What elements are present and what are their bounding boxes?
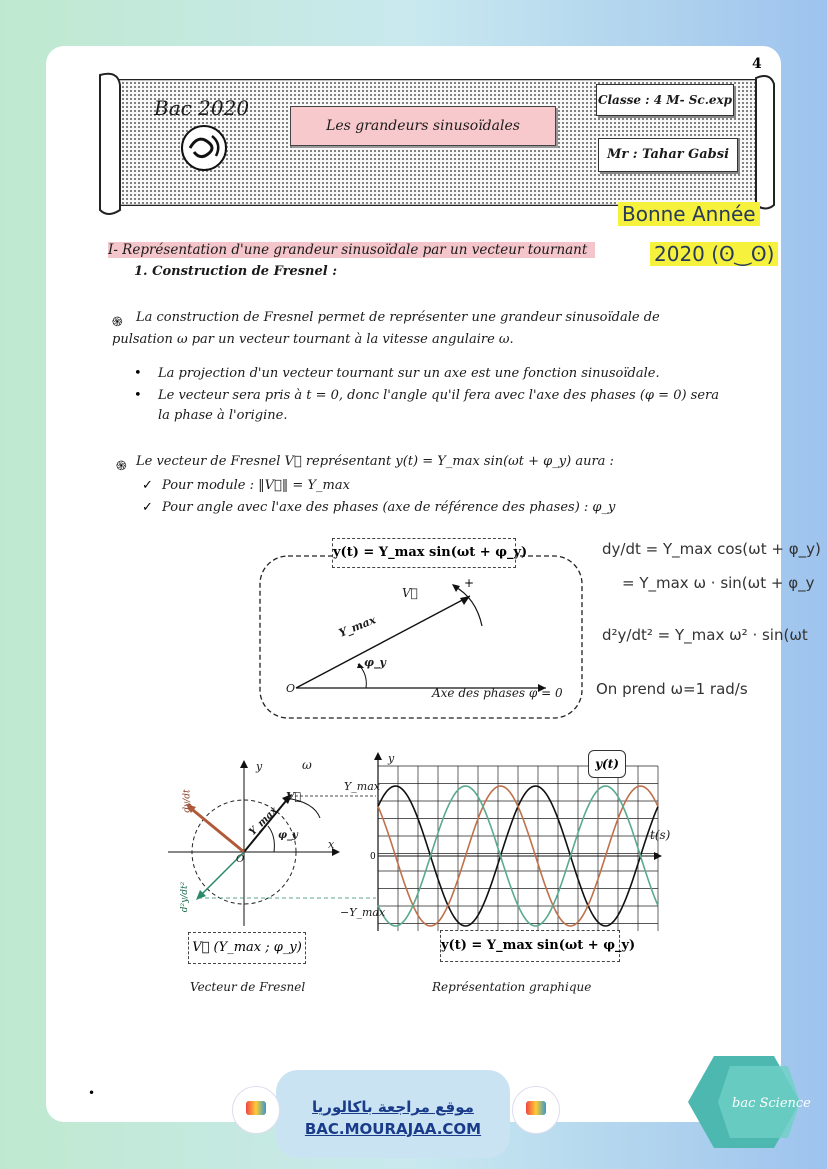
- bac-label: Bac 2020: [154, 96, 250, 120]
- diagram1-magnitude-label: Y_max: [336, 613, 378, 640]
- diagram1-vector-label: V⃗: [402, 586, 418, 600]
- class-box: [596, 84, 734, 116]
- diagram2-y-label: y: [256, 760, 263, 773]
- graph-t-label: t(s): [650, 828, 671, 842]
- vector-intro: Le vecteur de Fresnel V⃗ représentant y(t) = Y_max sin(ωt + φ_y) aura :: [136, 454, 614, 469]
- diagram1-angle-label: φ_y: [364, 656, 386, 669]
- note-line1: dy/dt = Y_max cos(ωt + φ_y): [602, 540, 821, 558]
- diagram2-angle-label: φ_y: [278, 830, 298, 841]
- diagram2-omega-label: ω: [302, 758, 312, 772]
- graph-ymax-label: Y_max: [344, 780, 380, 793]
- diagram2-x-label: x: [328, 838, 335, 851]
- diagram2-caption: Vecteur de Fresnel: [190, 980, 306, 994]
- teacher-name: Mr : Tahar Gabsi: [606, 147, 730, 162]
- diagram2-origin-label: O: [236, 854, 245, 865]
- class-label: Classe : 4 M- Sc.exp: [597, 93, 733, 107]
- page-number: 4: [752, 56, 762, 72]
- greeting-line2: 2020 (ʘ‿ʘ): [650, 242, 778, 266]
- intro-line1: La construction de Fresnel permet de représenter une grandeur sinusoïdale de: [136, 310, 660, 325]
- check-icon: ✓: [142, 500, 153, 515]
- note-line4: On prend ω=1 rad/s: [596, 680, 748, 698]
- footer-arabic: موقع مراجعة باكالوريا: [312, 1098, 474, 1116]
- intro-line2: pulsation ω par un vecteur tournant à la vitesse angulaire ω.: [112, 332, 514, 347]
- section-subheading: 1. Construction de Fresnel :: [134, 264, 338, 279]
- diagram2-dy-label: dy/dt: [182, 789, 193, 813]
- spiral-bullet-icon: ֍: [116, 459, 127, 474]
- badge-text: bac Science: [732, 1096, 811, 1111]
- graph-y-label: y: [388, 752, 395, 765]
- spiral-bullet-icon: ֍: [112, 315, 123, 330]
- graph-zero-label: 0: [370, 852, 376, 862]
- bullet2-line1: Le vecteur sera pris à t = 0, donc l'angle qu'il fera avec l'axe des phases (φ = 0) sera: [158, 388, 719, 403]
- check1-text: Pour module : ‖V⃗‖ = Y_max: [162, 478, 350, 493]
- graph-curve-label: y(t): [588, 750, 626, 778]
- greeting-line1: Bonne Année: [618, 202, 760, 226]
- diagram2-vector-label: V⃗: [286, 790, 302, 803]
- section-heading: I- Représentation d'une grandeur sinusoïdale par un vecteur tournant: [108, 242, 595, 258]
- diagram2-d2y-label: d²y/dt²: [180, 881, 191, 913]
- document-page: [46, 46, 821, 1122]
- footer-site-link[interactable]: BAC.MOURAJAA.COM: [304, 1120, 482, 1138]
- bullet1-text: La projection d'un vecteur tournant sur un axe est une fonction sinusoïdale.: [158, 366, 660, 381]
- bullet-icon: •: [134, 366, 142, 381]
- graph-caption: Représentation graphique: [432, 980, 592, 994]
- footer-logo-icon: [232, 1086, 280, 1134]
- bullet-icon: •: [134, 388, 142, 403]
- footer-banner[interactable]: [276, 1070, 510, 1158]
- footer-dot: •: [88, 1086, 96, 1100]
- graph-formula: y(t) = Y_max sin(ωt + φ_y): [440, 930, 620, 962]
- diagram2-magnitude-label: Y_max: [247, 805, 280, 838]
- diagram1-formula: y(t) = Y_max sin(ωt + φ_y): [332, 538, 516, 568]
- diagram1-origin-label: O: [286, 682, 296, 695]
- teacher-box: [598, 138, 738, 172]
- graph-neg-ymax-label: −Y_max: [340, 906, 386, 919]
- note-line3: d²y/dt² = Y_max ω² · sin(ωt: [602, 626, 808, 644]
- logo-icon: [178, 124, 230, 172]
- check-icon: ✓: [142, 478, 153, 493]
- footer-logo-icon: [512, 1086, 560, 1134]
- check2-text: Pour angle avec l'axe des phases (axe de référence des phases) : φ_y: [162, 500, 616, 515]
- diagram2-caption-formula: V⃗ (Y_max ; φ_y): [188, 932, 306, 964]
- title-box: [290, 106, 556, 146]
- bullet2-line2: la phase à l'origine.: [158, 408, 288, 423]
- diagram1-plus-label: +: [464, 576, 475, 590]
- diagram1-axis-label: Axe des phases φ = 0: [432, 686, 563, 700]
- note-line2: = Y_max ω · sin(ωt + φ_y: [622, 574, 815, 592]
- page-title: Les grandeurs sinusoïdales: [326, 118, 520, 134]
